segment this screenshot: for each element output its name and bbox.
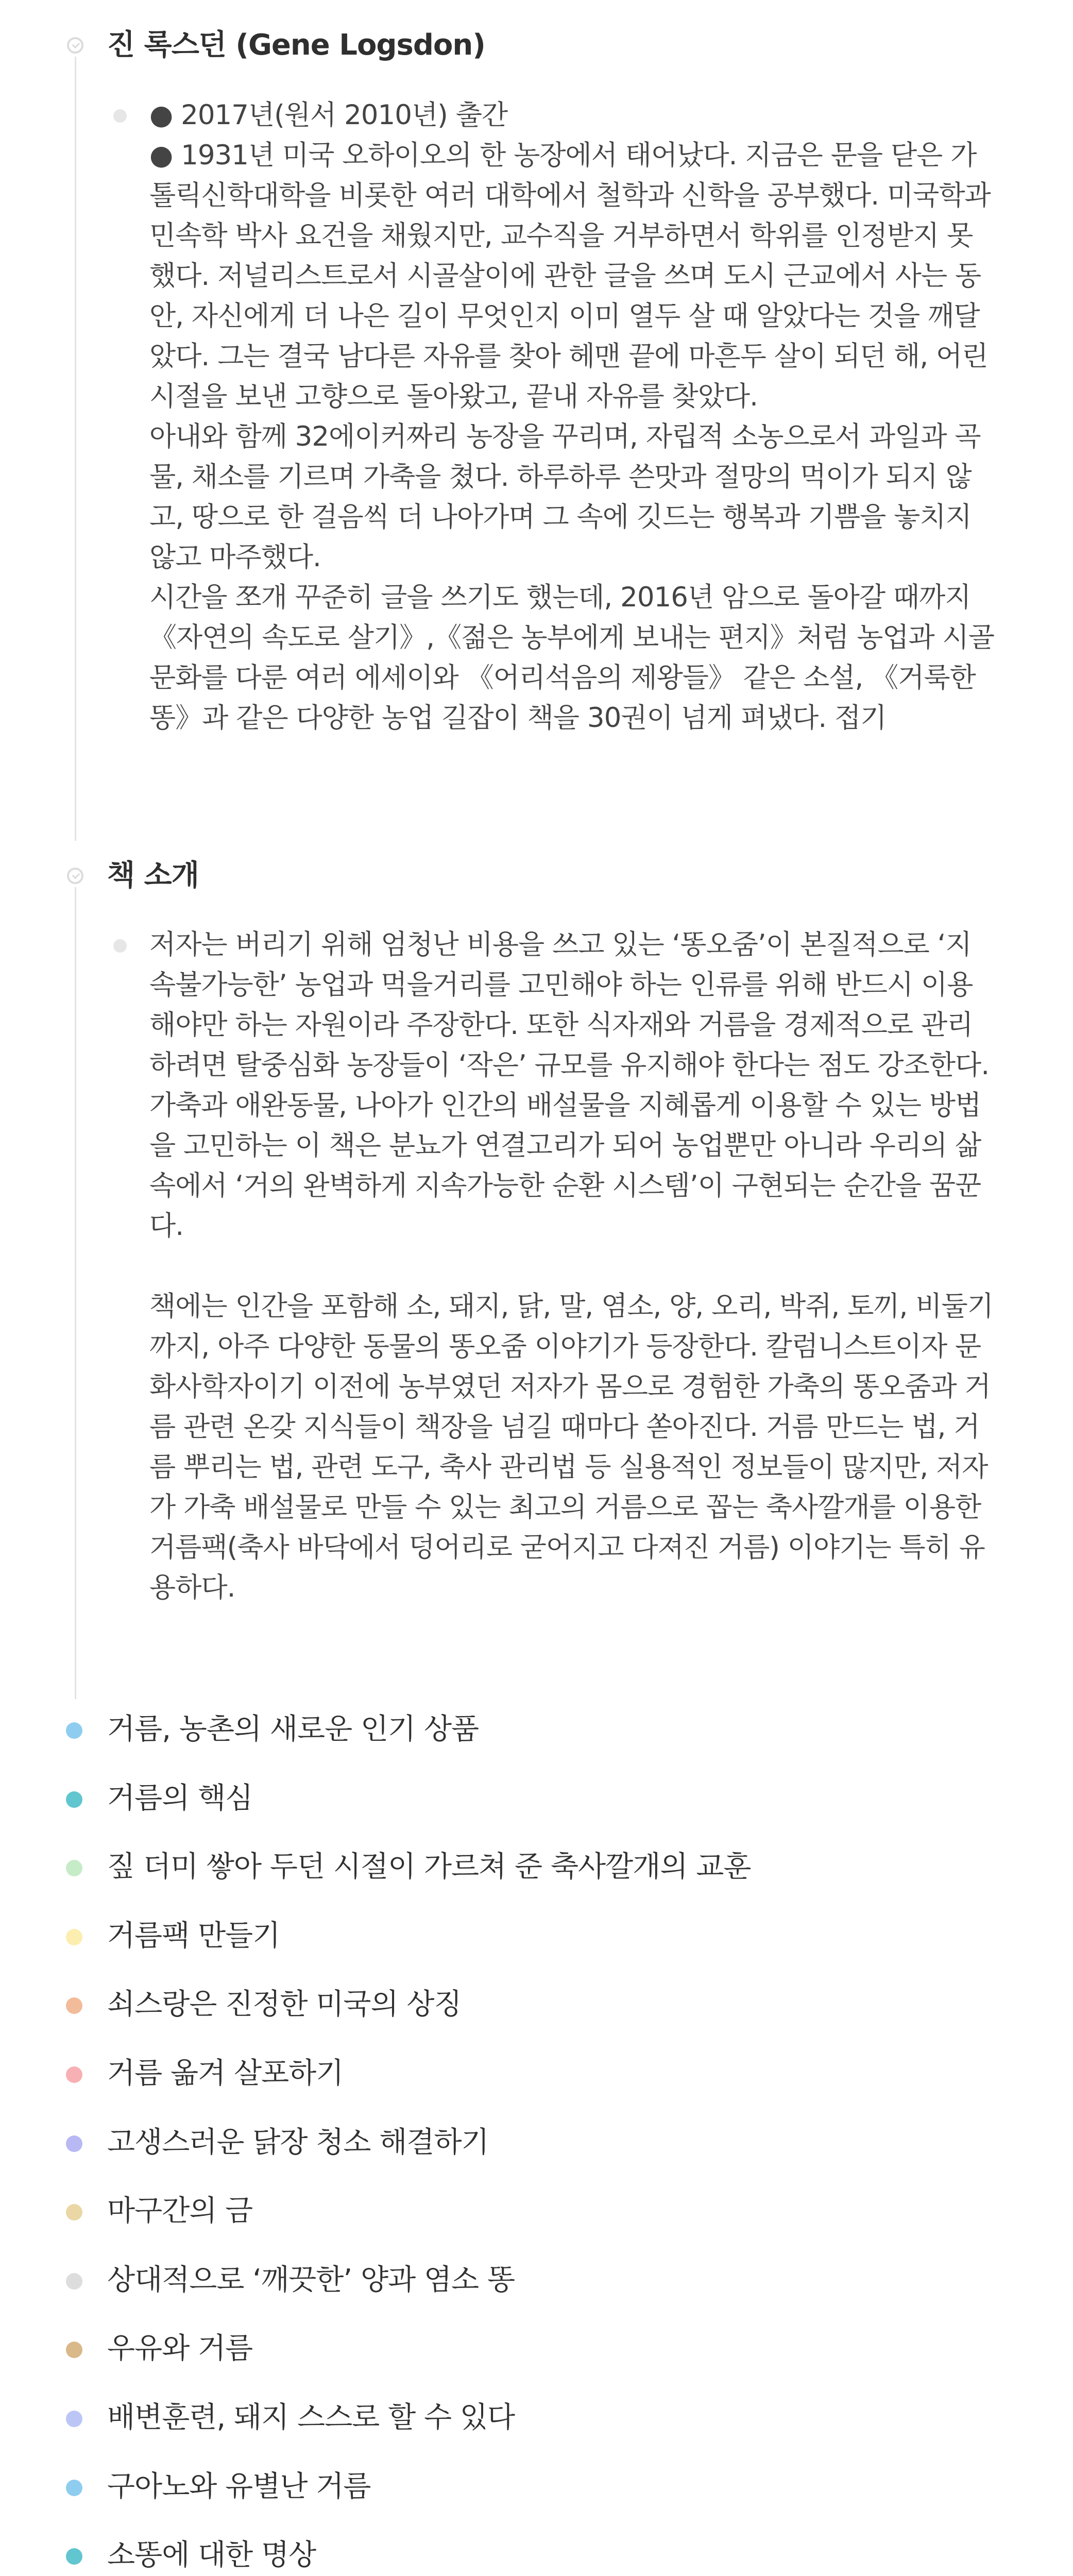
toc-item-label: 고생스러운 닭장 청소 해결하기 <box>107 2125 489 2159</box>
author-bio-paragraph: ● 1931년 미국 오하이오의 한 농장에서 태어났다. 지금은 문을 닫은 가톨릭신학대학을 비롯한 여러 대학에서 철학과 신학을 공부했다. 미국학과 민속학 박사 요건을 채웠지만, 교수직을 거부하면서 학위를 인정받지 못했다. 저널리스트로서 시골살이에 관한 글을 쓰며 도시 근교에서 사는 동안, 자신에게 더 나은 길이 무엇인지 이미 열두 살 때 알았다는 것을 깨달았다. 그는 결국 남다른 자유를 찾아 헤맨 끝에 마흔두 살이 되던 해, 어린 시절을 보낸 고향으로 돌아왔고, 끝내 자유를 찾았다. <box>149 140 991 412</box>
toc-item[interactable] <box>0 2323 1073 2375</box>
toc-item-label: 구아노와 유별난 거름 <box>107 2469 371 2503</box>
toc-item[interactable] <box>0 1979 1073 2030</box>
toc-bullet-icon <box>66 1997 82 2014</box>
intro-section-toggle-icon[interactable] <box>67 868 83 884</box>
toc-bullet-icon <box>66 2204 82 2221</box>
toc-item[interactable] <box>0 1773 1073 1824</box>
toc-item-label: 거름의 핵심 <box>107 1781 253 1815</box>
intro-bullet-dot <box>113 939 127 953</box>
intro-section-title: 책 소개 <box>107 859 199 892</box>
toc-bullet-icon <box>66 1722 82 1739</box>
toc-item-label: 거름 옮겨 살포하기 <box>107 2057 344 2090</box>
toc-item-label: 상대적으로 ‘깨끗한’ 양과 염소 똥 <box>107 2263 515 2297</box>
author-bio <box>149 95 994 738</box>
toc-item[interactable] <box>0 2530 1073 2576</box>
toc-bullet-icon <box>66 2273 82 2290</box>
intro-paragraph: 책에는 인간을 포함해 소, 돼지, 닭, 말, 염소, 양, 오리, 박쥐, 토끼, 비둘기까지, 아주 다양한 동물의 똥오줌 이야기가 등장한다. 칼럼니스트이자 문화사학자이기 이전에 농부였던 저자가 몸으로 경험한 가축의 똥오줌과 거름 관련 온갖 지식들이 책장을 넘길 때마다 쏟아진다. 거름 만드는 법, 거름 뿌리는 법, 관련 도구, 축사 관리법 등 실용적인 정보들이 많지만, 저자가 가축 배설물로 만들 수 있는 최고의 거름으로 꼽는 축사깔개를 이용한 거름팩(축사 바닥에서 덩어리로 굳어지고 다져진 거름) 이야기는 특히 유용하다. <box>149 1291 993 1603</box>
toc-bullet-icon <box>66 1860 82 1876</box>
author-section-toggle-icon[interactable] <box>67 37 83 54</box>
publication-line: ● 2017년(원서 2010년) 출간 <box>149 99 508 131</box>
toc-item-label: 우유와 거름 <box>107 2332 253 2366</box>
toc-item[interactable] <box>0 1910 1073 1962</box>
paragraph-spacer <box>149 1246 994 1286</box>
toc-item-label: 배변훈련, 돼지 스스로 할 수 있다 <box>107 2401 515 2434</box>
toc-bullet-icon <box>66 1791 82 1808</box>
toc-bullet-icon <box>66 2342 82 2358</box>
toc-item[interactable] <box>0 2255 1073 2306</box>
toc-item-label: 쇠스랑은 진정한 미국의 상징 <box>107 1988 462 2022</box>
author-section-title: 진 록스던 (Gene Logsdon) <box>107 28 485 62</box>
toc-bullet-icon <box>66 1929 82 1945</box>
author-bio-paragraph: 시간을 쪼개 꾸준히 글을 쓰기도 했는데, 2016년 암으로 돌아갈 때까지 《자연의 속도로 살기》,《젊은 농부에게 보내는 편지》처럼 농업과 시골 문화를 다룬 여러 에세이와 《어리석음의 제왕들》 같은 소설, 《거룩한 똥》과 같은 다양한 농업 길잡이 책을 30권이 넘게 펴냈다. 접기 <box>149 582 994 734</box>
book-intro <box>149 925 994 1608</box>
toc-item[interactable] <box>0 1841 1073 1893</box>
author-bullet-dot <box>113 109 127 123</box>
author-section-timeline <box>75 57 76 841</box>
toc-bullet-icon <box>66 2066 82 2083</box>
author-bio-paragraph: 아내와 함께 32에이커짜리 농장을 꾸리며, 자립적 소농으로서 과일과 곡물, 채소를 기르며 가축을 쳤다. 하루하루 쓴맛과 절망의 먹이가 되지 않고, 땅으로 한 걸음씩 더 나아가며 그 속에 깃드는 행복과 기쁨을 놓치지 않고 마주했다. <box>149 421 981 573</box>
toc-bullet-icon <box>66 2136 82 2152</box>
toc-item-label: 소똥에 대한 명상 <box>107 2538 316 2572</box>
intro-section-timeline <box>75 887 76 1699</box>
toc-item[interactable] <box>0 2185 1073 2237</box>
toc-item[interactable] <box>0 1704 1073 1755</box>
toc-item[interactable] <box>0 2117 1073 2168</box>
toc-bullet-icon <box>66 2480 82 2496</box>
toc-bullet-icon <box>66 2548 82 2565</box>
toc-item-label: 거름, 농촌의 새로운 인기 상품 <box>107 1713 479 1746</box>
toc-item-label: 마구간의 금 <box>107 2194 253 2228</box>
toc-item[interactable] <box>0 2461 1073 2513</box>
toc-item[interactable] <box>0 2048 1073 2099</box>
intro-paragraph: 저자는 버리기 위해 엄청난 비용을 쓰고 있는 ‘똥오줌’이 본질적으로 ‘지속불가능한’ 농업과 먹을거리를 고민해야 하는 인류를 위해 반드시 이용해야만 하는 자원이라 주장한다. 또한 식자재와 거름을 경제적으로 관리하려면 탈중심화 농장들이 ‘작은’ 규모를 유지해야 한다는 점도 강조한다. 가축과 애완동물, 나아가 인간의 배설물을 지혜롭게 이용할 수 있는 방법을 고민하는 이 책은 분뇨가 연결고리가 되어 농업뿐만 아니라 우리의 삶 속에서 ‘거의 완벽하게 지속가능한 순환 시스템’이 구현되는 순간을 꿈꾼다. <box>149 929 990 1242</box>
toc-item[interactable] <box>0 2392 1073 2444</box>
toc-item-label: 거름팩 만들기 <box>107 1919 280 1953</box>
toc-item-label: 짚 더미 쌓아 두던 시절이 가르쳐 준 축사깔개의 교훈 <box>107 1850 751 1884</box>
toc-bullet-icon <box>66 2411 82 2427</box>
